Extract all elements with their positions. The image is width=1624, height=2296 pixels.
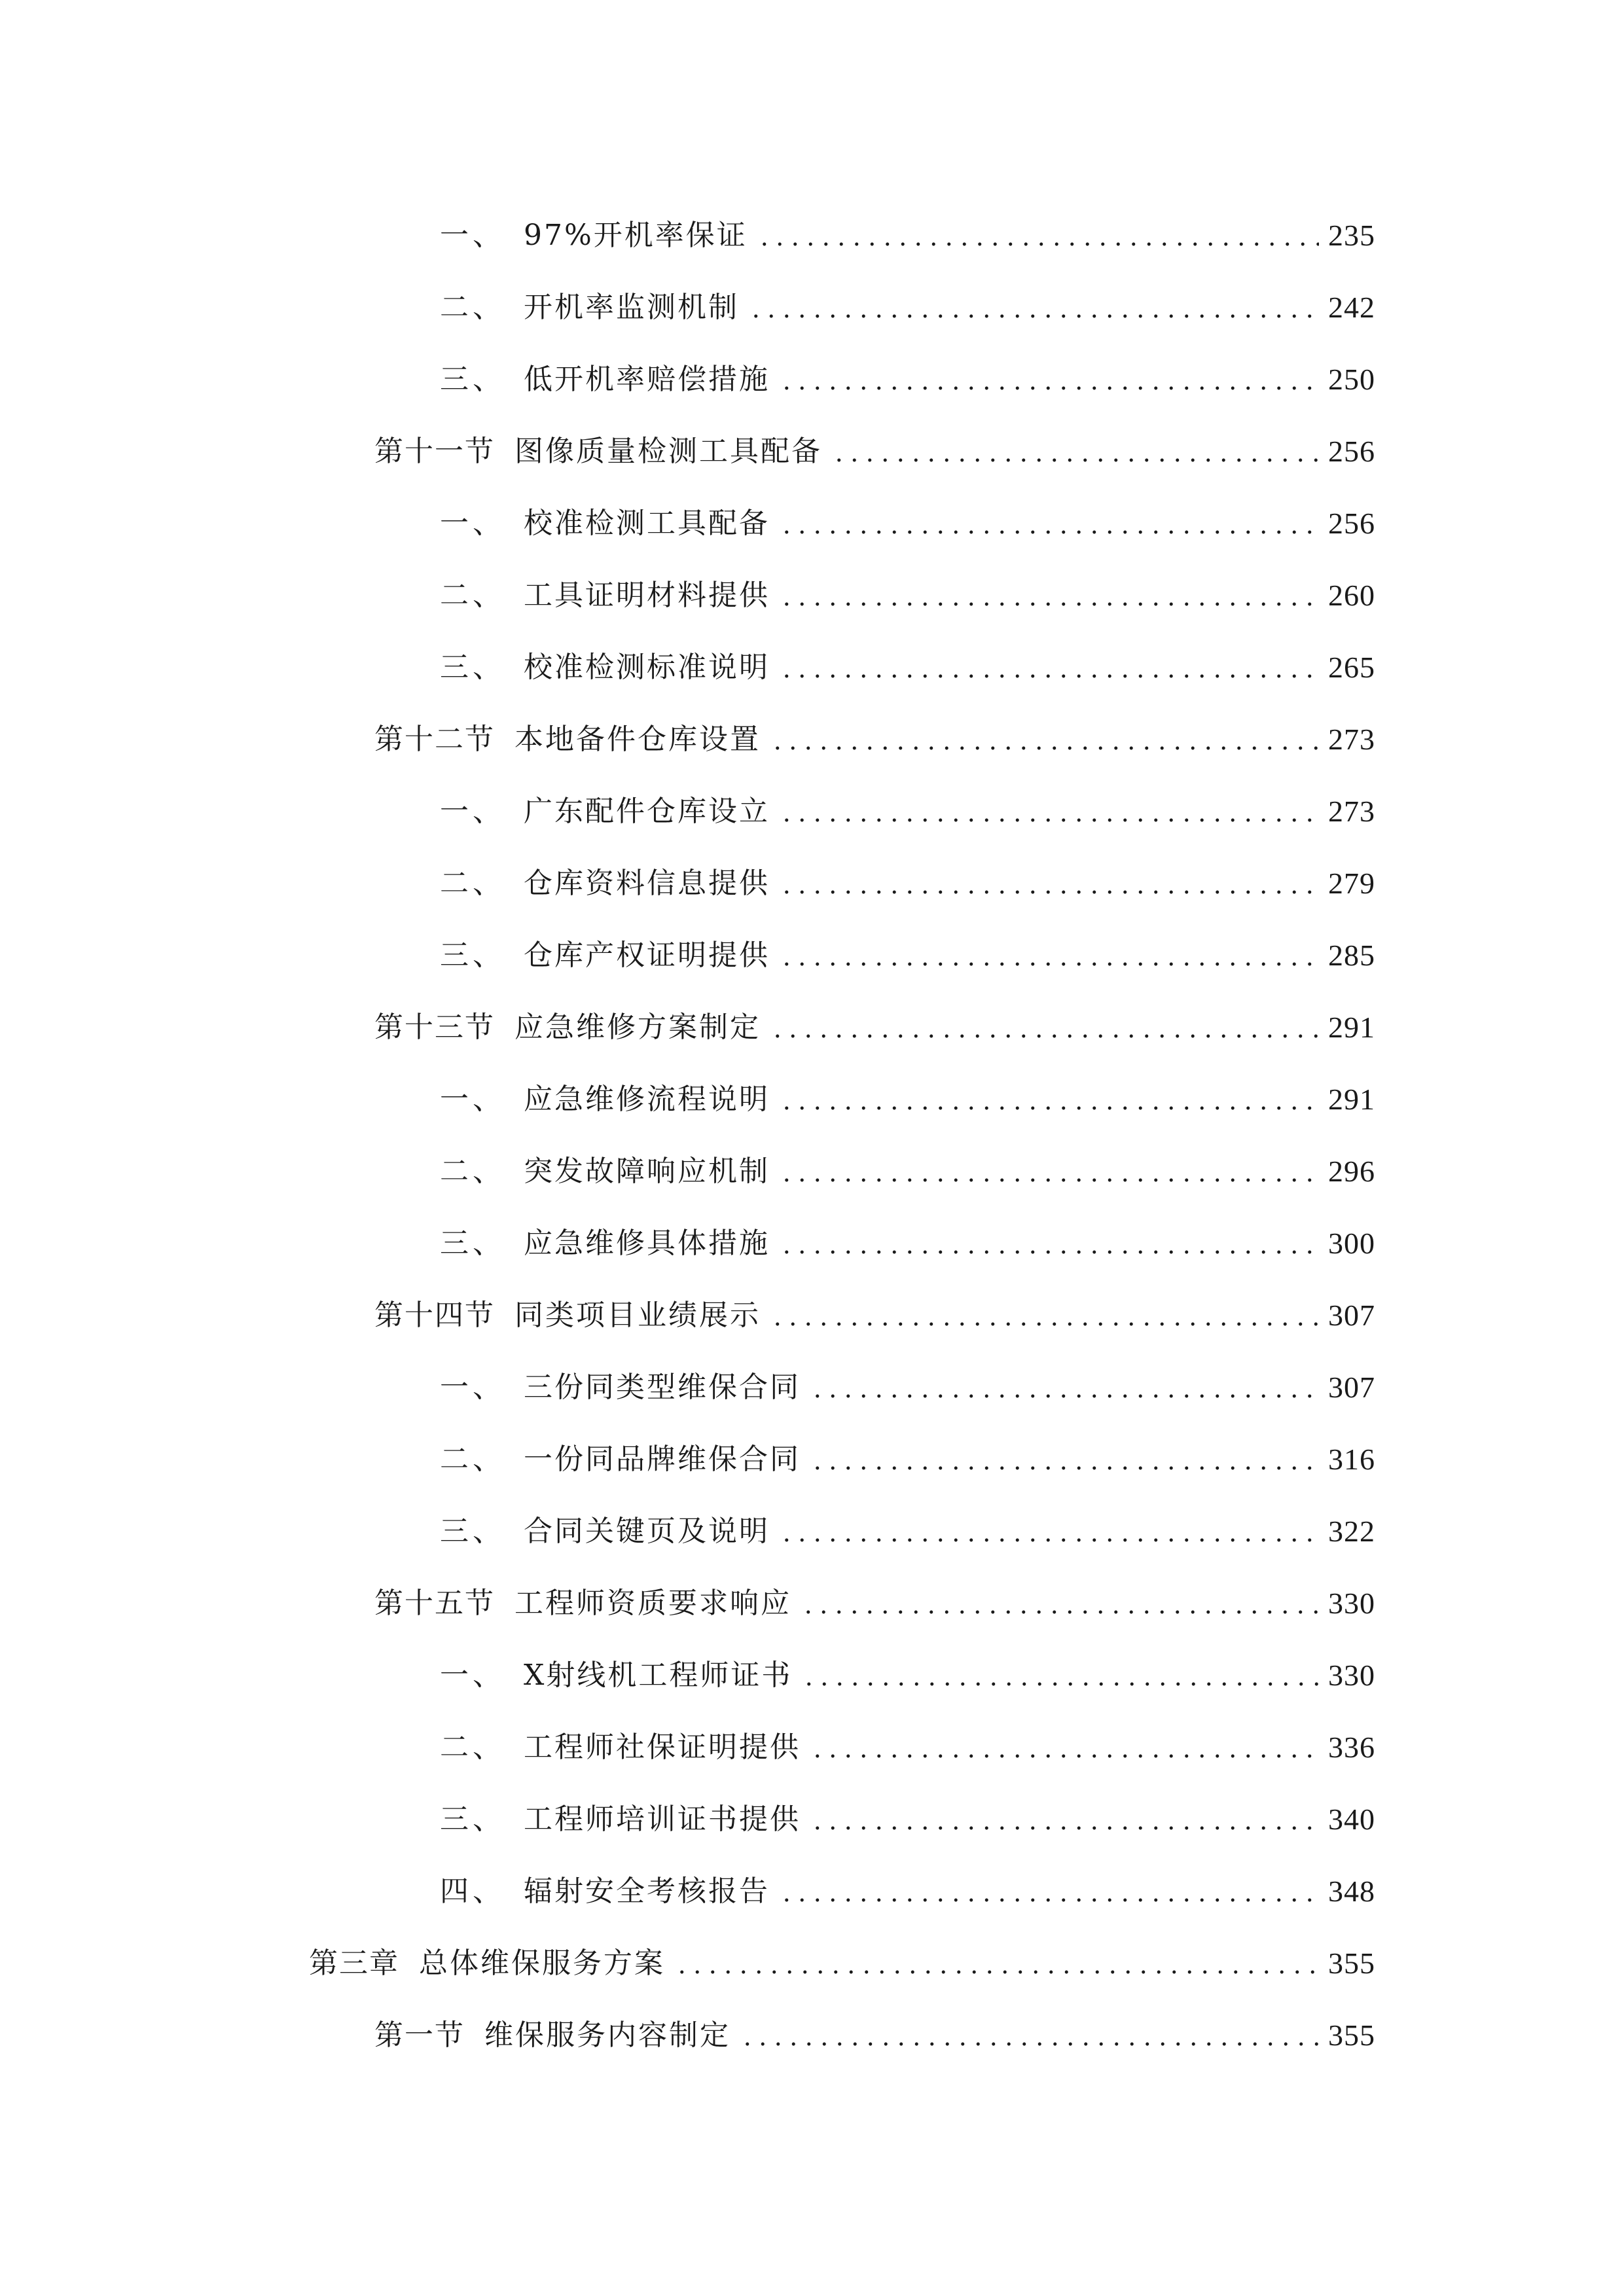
toc-entry-title: 应急维修流程说明 xyxy=(524,1083,770,1116)
toc-entry-page: 307 xyxy=(1328,1299,1375,1332)
toc-entry-page: 291 xyxy=(1328,1083,1375,1116)
toc-entry-page: 348 xyxy=(1328,1874,1375,1908)
toc-entry-page: 307 xyxy=(1328,1371,1375,1404)
toc-entry[interactable] xyxy=(440,1499,1375,1551)
toc-entry[interactable] xyxy=(440,923,1375,975)
toc-entry[interactable] xyxy=(440,1139,1375,1191)
toc-entry-page: 330 xyxy=(1328,1659,1375,1692)
toc-entry-number: 第十一节 xyxy=(374,435,495,468)
toc-entry[interactable] xyxy=(440,347,1375,399)
toc-dot-leader xyxy=(770,746,1319,750)
toc-dot-leader xyxy=(779,890,1319,894)
toc-entry-title: 工程师社保证明提供 xyxy=(524,1731,801,1764)
toc-dot-leader xyxy=(779,386,1319,390)
toc-dot-leader xyxy=(779,962,1319,966)
toc-entry-page: 322 xyxy=(1328,1515,1375,1548)
toc-entry-number: 四、 xyxy=(440,1874,505,1908)
toc-entry-page: 265 xyxy=(1328,651,1375,684)
toc-dot-leader xyxy=(779,530,1319,534)
toc-dot-leader xyxy=(779,1898,1319,1902)
toc-dot-leader xyxy=(779,602,1319,606)
toc-entry-number: 二、 xyxy=(440,1155,505,1188)
toc-entry-title: X射线机工程师证书 xyxy=(524,1659,793,1692)
toc-entry[interactable] xyxy=(440,1859,1375,1911)
toc-entry-title: 工程师培训证书提供 xyxy=(524,1803,801,1836)
toc-entry-number: 三、 xyxy=(440,1515,505,1548)
toc-entry-page: 242 xyxy=(1328,291,1375,324)
toc-entry-title: 辐射安全考核报告 xyxy=(524,1874,770,1908)
toc-dot-leader xyxy=(801,1610,1319,1614)
toc-entry[interactable] xyxy=(440,851,1375,903)
toc-section-entry[interactable] xyxy=(374,1571,1375,1623)
toc-entry-number: 二、 xyxy=(440,1443,505,1476)
toc-dot-leader xyxy=(770,1322,1319,1326)
toc-dot-leader xyxy=(757,242,1319,246)
toc-entry[interactable] xyxy=(440,1355,1375,1407)
toc-dot-leader xyxy=(779,1178,1319,1182)
toc-entry[interactable] xyxy=(440,275,1375,327)
toc-entry[interactable] xyxy=(440,635,1375,687)
toc-entry-page: 273 xyxy=(1328,795,1375,828)
toc-entry-number: 一、 xyxy=(440,1371,505,1404)
toc-entry-number: 第一节 xyxy=(374,2018,465,2052)
toc-dot-leader xyxy=(674,1970,1319,1974)
toc-entry-number: 二、 xyxy=(440,1731,505,1764)
toc-entry-title: 校准检测标准说明 xyxy=(524,651,770,684)
toc-entry-title: 应急维修方案制定 xyxy=(514,1011,761,1044)
toc-entry-number: 三、 xyxy=(440,939,505,972)
toc-dot-leader xyxy=(779,1538,1319,1542)
toc-entry-number: 二、 xyxy=(440,579,505,612)
toc-section-entry[interactable] xyxy=(374,707,1375,759)
toc-dot-leader xyxy=(779,818,1319,822)
toc-entry-number: 第十三节 xyxy=(374,1011,495,1044)
toc-entry[interactable] xyxy=(440,1715,1375,1767)
toc-entry-page: 355 xyxy=(1328,1946,1375,1980)
toc-entry-number: 三、 xyxy=(440,363,505,396)
toc-entry[interactable] xyxy=(440,491,1375,543)
toc-entry-title: 低开机率赔偿措施 xyxy=(524,363,770,396)
toc-entry-page: 285 xyxy=(1328,939,1375,972)
toc-entry[interactable] xyxy=(440,1787,1375,1839)
toc-entry[interactable] xyxy=(440,1427,1375,1479)
toc-dot-leader xyxy=(831,458,1319,462)
toc-entry-page: 256 xyxy=(1328,435,1375,468)
toc-entry-title: 突发故障响应机制 xyxy=(524,1155,770,1188)
toc-entry-page: 235 xyxy=(1328,219,1375,252)
toc-entry-number: 一、 xyxy=(440,507,505,540)
toc-entry-page: 340 xyxy=(1328,1803,1375,1836)
toc-entry[interactable] xyxy=(440,779,1375,831)
toc-entry-page: 260 xyxy=(1328,579,1375,612)
toc-entry-title: 开机率监测机制 xyxy=(524,291,739,324)
toc-entry-page: 273 xyxy=(1328,723,1375,756)
toc-entry[interactable] xyxy=(440,1067,1375,1119)
toc-entry-title: 三份同类型维保合同 xyxy=(524,1371,801,1404)
toc-dot-leader xyxy=(801,1682,1319,1686)
toc-dot-leader xyxy=(779,1250,1319,1254)
toc-entry-number: 二、 xyxy=(440,291,505,324)
toc-entry-title: 仓库产权证明提供 xyxy=(524,939,770,972)
toc-entry[interactable] xyxy=(440,203,1375,255)
toc-entry-title: 合同关键页及说明 xyxy=(524,1515,770,1548)
toc-entry-number: 一、 xyxy=(440,1083,505,1116)
toc-entry-number: 一、 xyxy=(440,795,505,828)
toc-entry-number: 三、 xyxy=(440,1227,505,1260)
toc-entry-title: 校准检测工具配备 xyxy=(524,507,770,540)
toc-entry-page: 296 xyxy=(1328,1155,1375,1188)
toc-entry-number: 第十五节 xyxy=(374,1587,495,1620)
toc-dot-leader xyxy=(810,1826,1319,1830)
toc-section-entry[interactable] xyxy=(374,419,1375,471)
toc-chapter-entry[interactable] xyxy=(309,1931,1375,1983)
toc-entry-number: 三、 xyxy=(440,1803,505,1836)
toc-dot-leader xyxy=(779,1106,1319,1110)
toc-entry-title: 本地备件仓库设置 xyxy=(514,723,761,756)
toc-dot-leader xyxy=(810,1466,1319,1470)
toc-entry[interactable] xyxy=(440,563,1375,615)
toc-entry-title: 工程师资质要求响应 xyxy=(514,1587,791,1620)
toc-entry-number: 一、 xyxy=(440,219,505,252)
toc-dot-leader xyxy=(779,674,1319,678)
toc-entry-title: 图像质量检测工具配备 xyxy=(514,435,822,468)
toc-section-entry[interactable] xyxy=(374,1283,1375,1335)
toc-entry-page: 316 xyxy=(1328,1443,1375,1476)
toc-entry-page: 291 xyxy=(1328,1011,1375,1044)
toc-section-entry[interactable] xyxy=(374,995,1375,1047)
toc-dot-leader xyxy=(810,1754,1319,1758)
toc-entry-number: 二、 xyxy=(440,867,505,900)
toc-entry-title: 广东配件仓库设立 xyxy=(524,795,770,828)
toc-entry-number: 三、 xyxy=(440,651,505,684)
toc-entry-number: 第三章 xyxy=(309,1946,399,1980)
toc-entry-page: 250 xyxy=(1328,363,1375,396)
toc-entry-number: 一、 xyxy=(440,1659,505,1692)
toc-entry-page: 336 xyxy=(1328,1731,1375,1764)
toc-entry-page: 300 xyxy=(1328,1227,1375,1260)
toc-entry-page: 330 xyxy=(1328,1587,1375,1620)
toc-entry-title: 总体维保服务方案 xyxy=(419,1946,665,1980)
toc-dot-leader xyxy=(748,314,1319,318)
toc-entry-title: 同类项目业绩展示 xyxy=(514,1299,761,1332)
toc-entry-title: 应急维修具体措施 xyxy=(524,1227,770,1260)
toc-entry-page: 279 xyxy=(1328,867,1375,900)
toc-dot-leader xyxy=(740,2042,1319,2046)
toc-entry[interactable] xyxy=(440,1211,1375,1263)
toc-entry-page: 355 xyxy=(1328,2018,1375,2052)
toc-entry-title: 一份同品牌维保合同 xyxy=(524,1443,801,1476)
toc-entry-title: 仓库资料信息提供 xyxy=(524,867,770,900)
toc-entry-number: 第十二节 xyxy=(374,723,495,756)
toc-entry[interactable] xyxy=(440,1643,1375,1695)
toc-entry-number: 第十四节 xyxy=(374,1299,495,1332)
toc-entry-title: 97%开机率保证 xyxy=(524,219,748,252)
toc-section-entry[interactable] xyxy=(374,2003,1375,2055)
toc-dot-leader xyxy=(810,1394,1319,1398)
toc-entry-title: 工具证明材料提供 xyxy=(524,579,770,612)
toc-dot-leader xyxy=(770,1034,1319,1038)
toc-entry-page: 256 xyxy=(1328,507,1375,540)
toc-entry-title: 维保服务内容制定 xyxy=(484,2018,731,2052)
